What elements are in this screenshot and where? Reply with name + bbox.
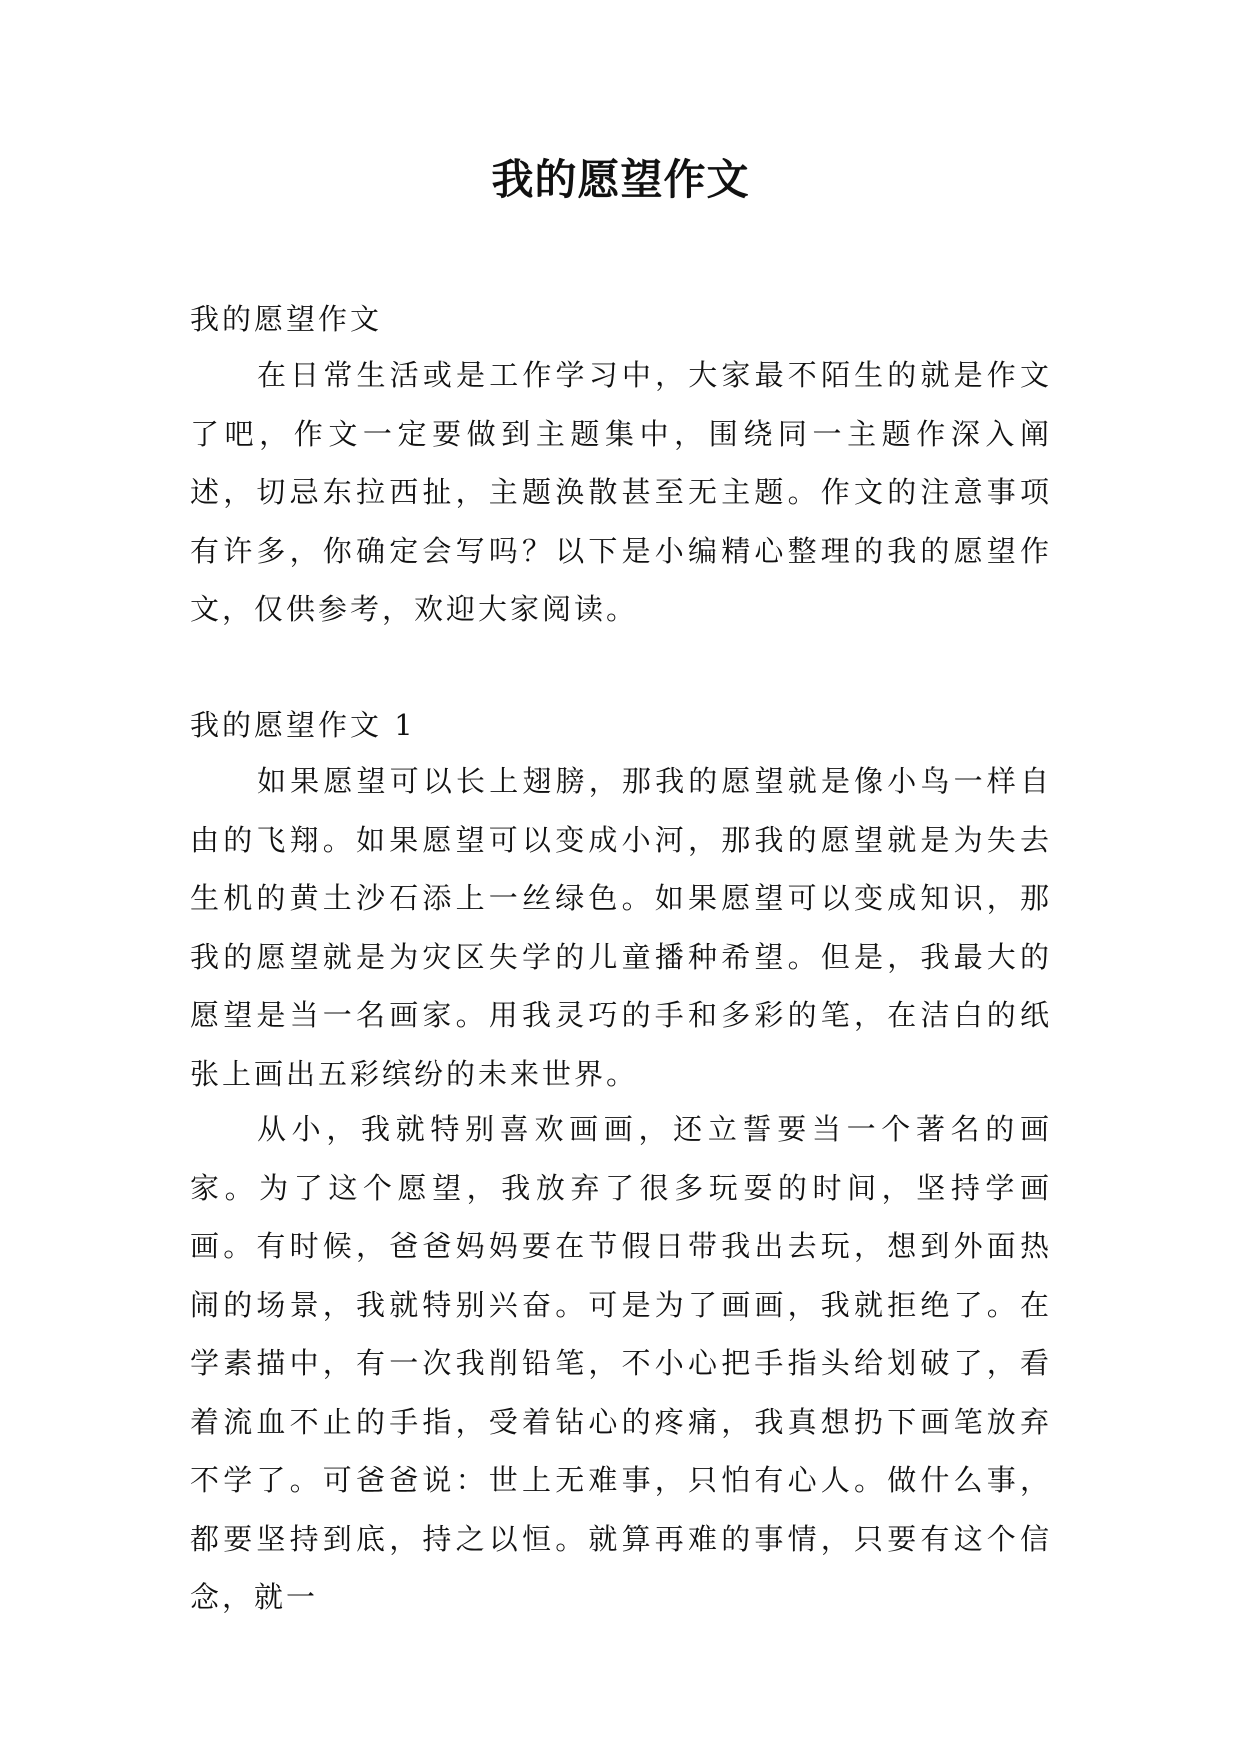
essay-paragraph: 从小，我就特别喜欢画画，还立誓要当一个著名的画家。为了这个愿望，我放弃了很多玩耍的时间，坚持学画画。有时候，爸爸妈妈要在节假日带我出去玩，想到外面热闹的场景，我就特别兴奋。可是为了画画，我就拒绝了。在学素描中，有一次我削铅笔，不小心把手指头给划破了，看着流血不止的手指，受着钻心的疼痛，我真想扔下画笔放弃不学了。可爸爸说：世上无难事，只怕有心人。做什么事，都要坚持到底，持之以恒。就算再难的事情，只要有这个信念，就一: [190, 1112, 1052, 1614]
essay-one-heading: 我的愿望作文 1: [190, 708, 416, 742]
document-title: 我的愿望作文: [491, 155, 750, 204]
section-heading: 我的愿望作文: [190, 302, 383, 336]
intro-paragraph: 在日常生活或是工作学习中，大家最不陌生的就是作文了吧，作文一定要做到主题集中，围绕同一主题作深入阐述，切忌东拉西扯，主题涣散甚至无主题。作文的注意事项有许多，你确定会写吗？以下是小编精心整理的我的愿望作文，仅供参考，欢迎大家阅读。: [190, 358, 1052, 626]
essay-paragraph: 如果愿望可以长上翅膀，那我的愿望就是像小鸟一样自由的飞翔。如果愿望可以变成小河，那我的愿望就是为失去生机的黄土沙石添上一丝绿色。如果愿望可以变成知识，那我的愿望就是为灾区失学的儿童播种希望。但是，我最大的愿望是当一名画家。用我灵巧的手和多彩的笔，在洁白的纸张上画出五彩缤纷的未来世界。: [190, 764, 1052, 1091]
